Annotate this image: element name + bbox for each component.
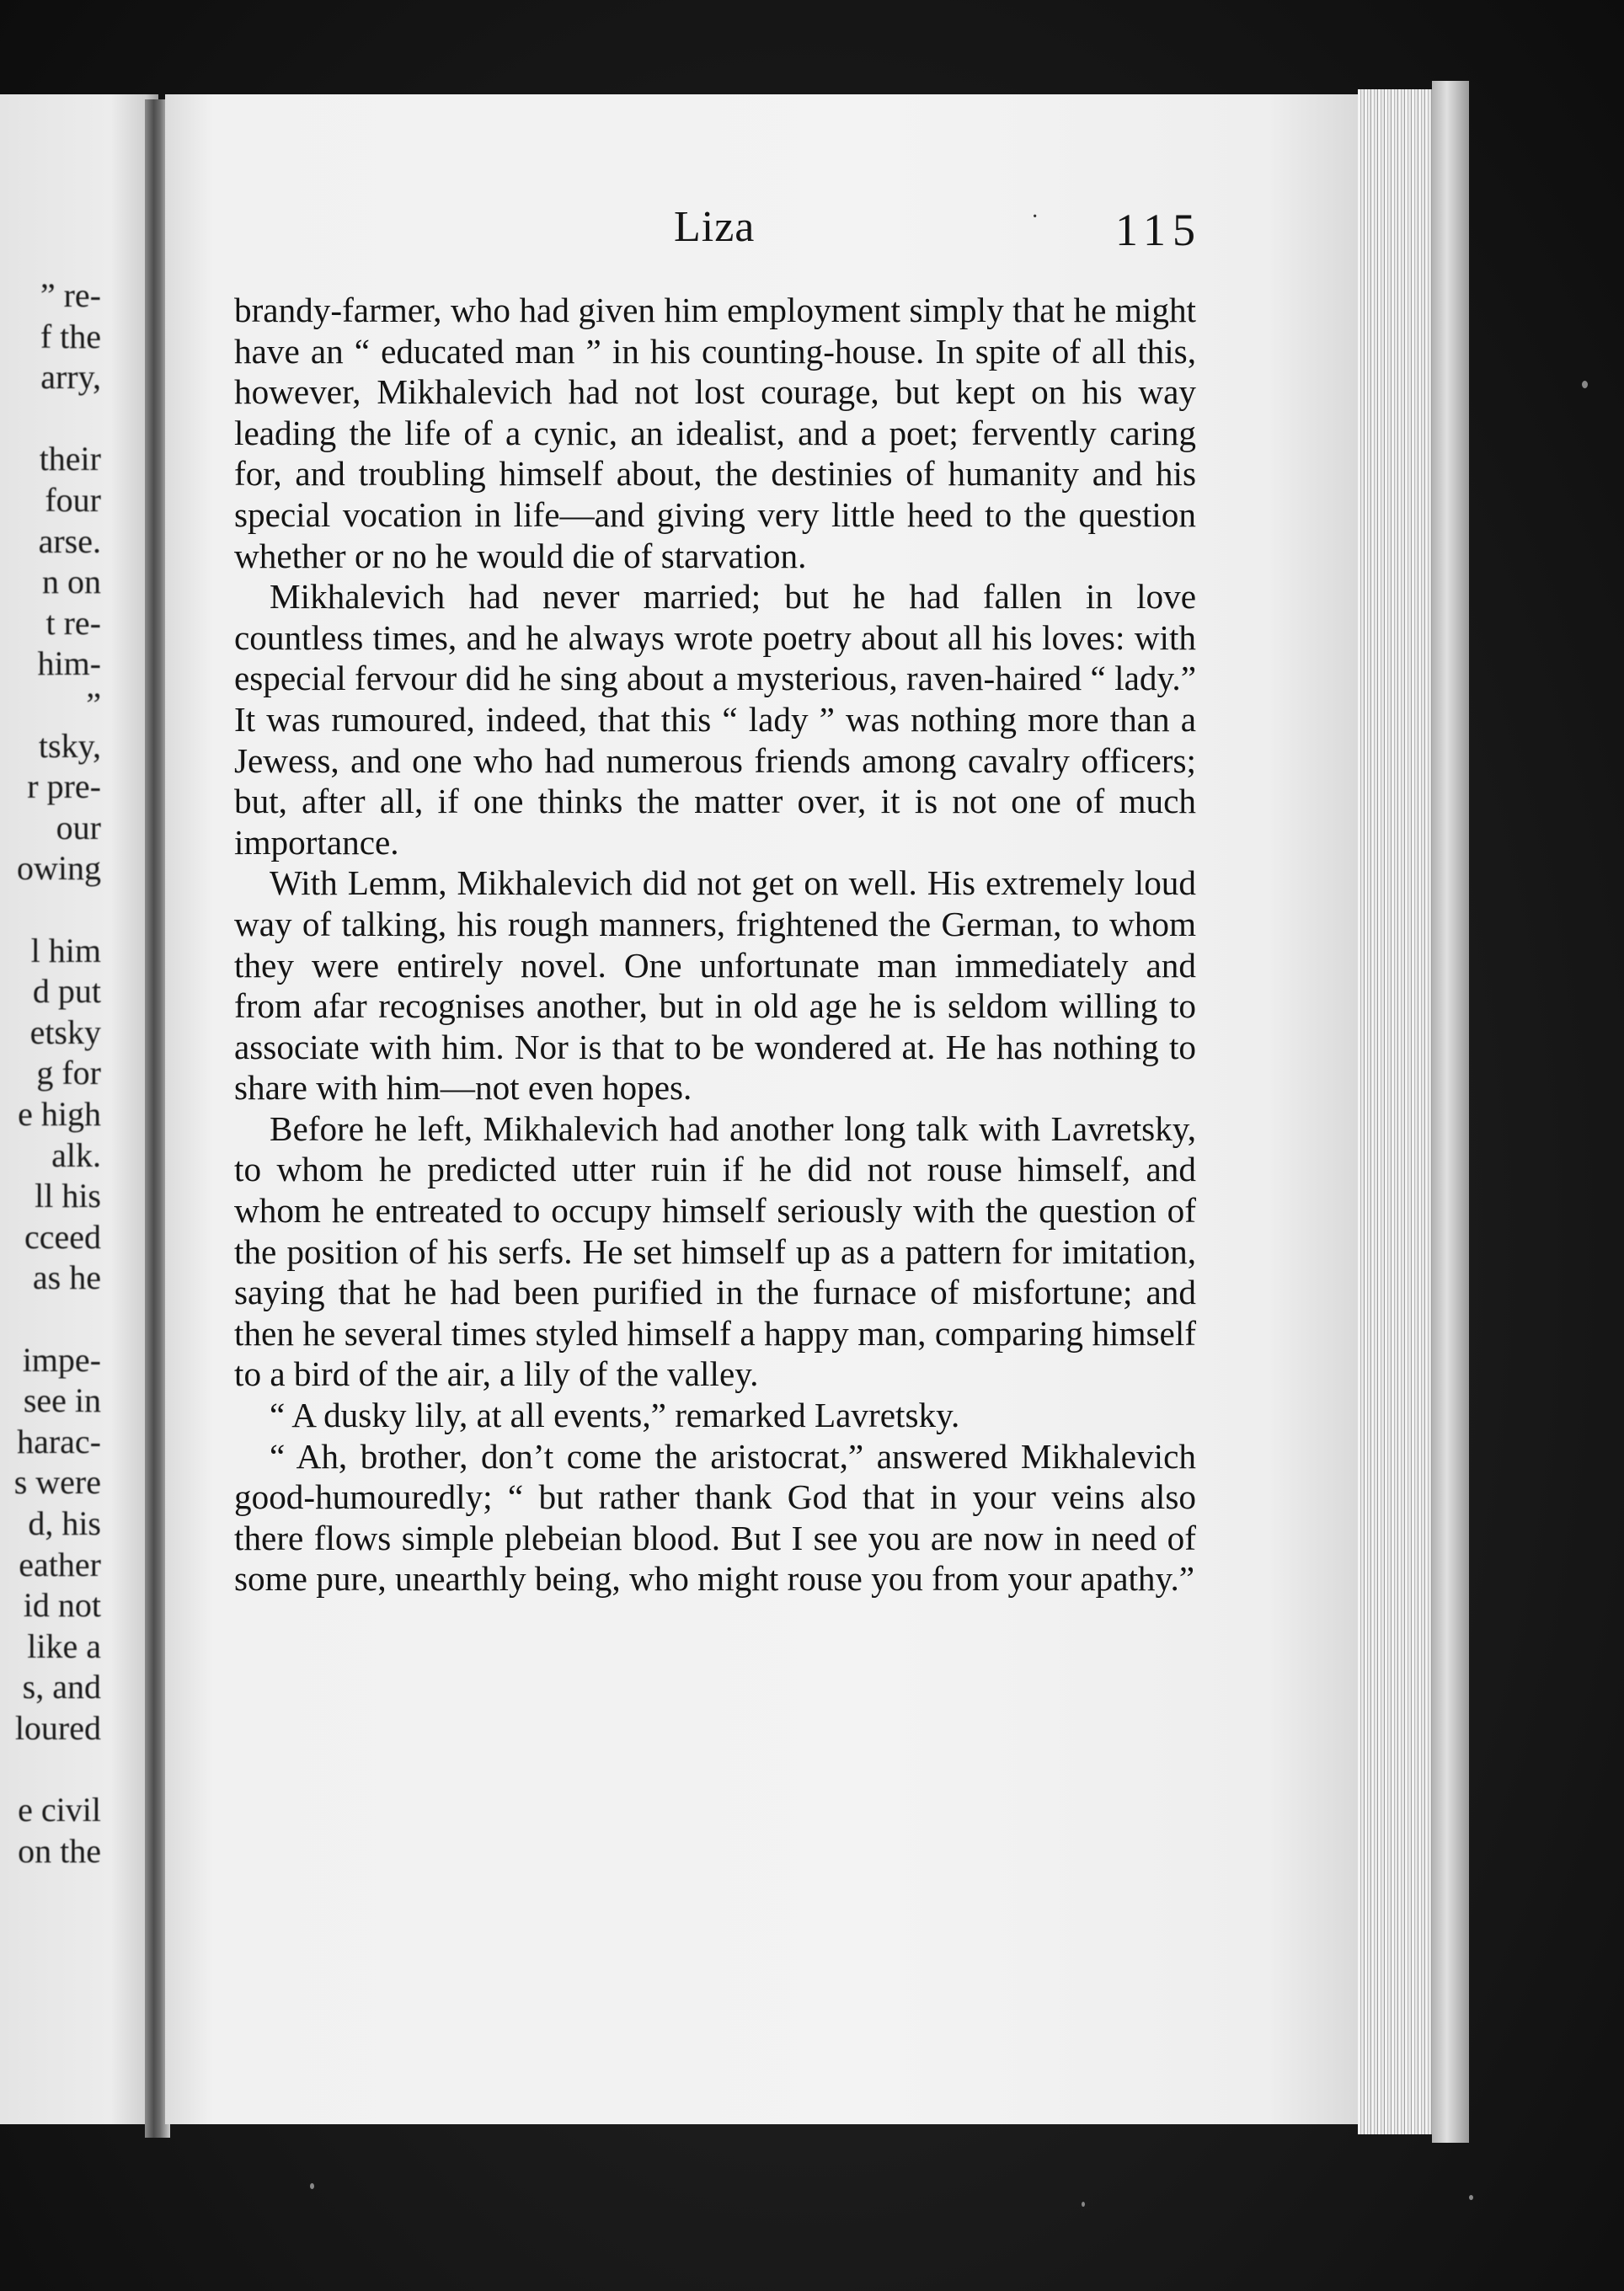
page-edges: [1358, 89, 1439, 2134]
left-page-fragment: l him: [30, 931, 101, 969]
page-body-text: [234, 290, 1196, 1599]
left-page-fragment: cceed: [24, 1217, 101, 1256]
left-page-fragment: their: [39, 440, 101, 478]
scan-speck: [1469, 2195, 1473, 2200]
left-page-fragment: owing: [17, 849, 101, 888]
running-head: [165, 202, 1365, 261]
paragraph: Mikhalevich had never married; but he had fallen in love countless times, and he always wrote poetry about all his loves: with especial fervour did he sing about a mysterious, raven-haired “ lady.” It was rumoured, indeed, that this “ lady ” was nothing more than a Jewess, and one who had numerous friends among cavalry officers; but, after all, if one thinks the matter over, it is not one of much importance.: [234, 577, 1196, 862]
left-page: [0, 94, 158, 2124]
scan-speck: [1582, 381, 1588, 388]
left-page-fragment: r pre-: [27, 767, 101, 806]
scan-speck: [1082, 2202, 1085, 2207]
left-page-fragment: tsky,: [38, 726, 101, 765]
running-head-separator: ·: [1031, 204, 1039, 230]
left-page-fragment: as he: [32, 1258, 101, 1297]
paragraph: “ Ah, brother, don’t come the aristocrat,” answered Mikhalevich good-humouredly; “ but rather thank God that in your veins also there flows simple plebeian blood. But I see you are now in need of some pure, unearthly being, who might rouse you from your apathy.”: [234, 1436, 1196, 1599]
left-page-fragment: on the: [18, 1831, 101, 1870]
left-page-fragment: g for: [36, 1054, 101, 1092]
left-page-fragment: impe-: [22, 1340, 101, 1379]
paragraph: Before he left, Mikhalevich had another long talk with Lavretsky, to whom he predicted utter ruin if he did not rouse himself, and whom he entreated to occupy himself seriously with the question of the position of his serfs. He set himself up as a pattern for imitation, saying that he had been purified in the furnace of misfortune; and then he several times styled himself a happy man, comparing himself to a bird of the air, a lily of the valley.: [234, 1108, 1196, 1394]
left-page-fragment: t re-: [45, 603, 101, 642]
left-page-fragment: like a: [27, 1626, 101, 1665]
left-page-text-fragments: [0, 94, 158, 2124]
left-page-fragment: arse.: [38, 521, 101, 560]
left-page-fragment: id not: [23, 1586, 101, 1625]
page-number: 115: [1115, 205, 1202, 255]
paragraph: “ A dusky lily, at all events,” remarked Lavretsky.: [270, 1396, 960, 1435]
left-page-fragment: n on: [42, 563, 101, 601]
left-page-fragment: d, his: [28, 1504, 101, 1542]
book-cover-edge: [1432, 81, 1469, 2143]
left-page-fragment: s, and: [22, 1668, 101, 1706]
left-page-fragment: alk.: [51, 1135, 101, 1174]
left-page-fragment: d put: [32, 972, 101, 1011]
left-page-fragment: f the: [40, 317, 101, 355]
left-page-fragment: ” re-: [40, 276, 101, 314]
left-page-fragment: e civil: [18, 1791, 101, 1829]
left-page-fragment: see in: [23, 1381, 101, 1420]
left-page-fragment: arry,: [40, 358, 101, 397]
left-page-fragment: our: [56, 808, 101, 846]
left-page-fragment: ll his: [35, 1177, 101, 1215]
paragraph: With Lemm, Mikhalevich did not get on well. His extremely loud way of talking, his rough manners, frightened the German, to whom they were entirely novel. One unfortunate man immediately and from afar recognises another, but in old age he is seldom willing to associate with him. Nor is that to be wondered at. He has nothing to share with him—not even hopes.: [234, 863, 1196, 1108]
left-page-fragment: harac-: [17, 1422, 101, 1461]
left-page-fragment: ”: [86, 686, 101, 724]
left-page-fragment: etsky: [29, 1012, 101, 1051]
paragraph: brandy-farmer, who had given him employment simply that he might have an “ educated man ” in his counting-house. In spite of all this, however, Mikhalevich had not lost courage, but kept on his way leading the life of a cynic, an idealist, and a poet; fervently caring for, and troubling himself about, the destinies of humanity and his special vocation in life—and giving very little heed to the question whether or no he would die of starvation.: [234, 291, 1196, 575]
left-page-fragment: loured: [14, 1709, 101, 1747]
scan-speck: [310, 2183, 314, 2189]
left-page-fragment: eather: [19, 1545, 101, 1583]
running-head-title: Liza: [674, 203, 756, 251]
left-page-fragment: him-: [37, 644, 101, 683]
left-page-fragment: e high: [18, 1095, 101, 1133]
left-page-fragment: four: [45, 481, 101, 519]
left-page-fragment: s were: [13, 1463, 101, 1502]
